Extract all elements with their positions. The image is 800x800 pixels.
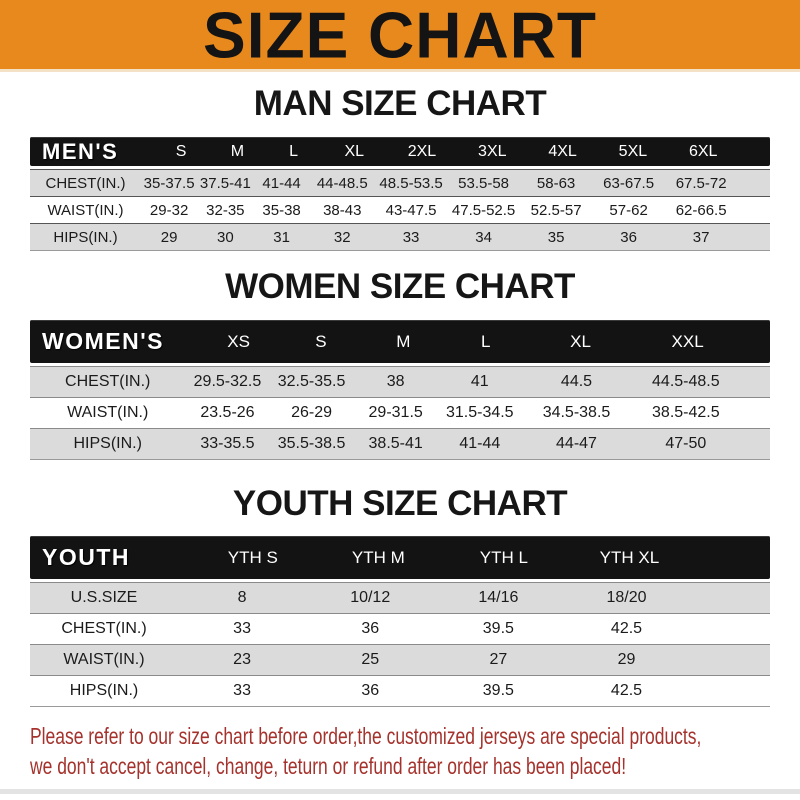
size-cell: 25 [361,651,380,668]
size-cell: 31 [273,228,290,246]
size-cell: 41-44 [459,435,501,452]
size-cell: 63-67.5 [603,174,655,192]
size-cell: 35.5-38.5 [277,435,346,452]
footer-line-2: we don't accept cancel, change, teturn or refund after order has been placed! [30,753,627,779]
row-label: HIPS(IN.) [53,228,118,246]
women-header-bar [30,320,770,363]
youth-table-label: YOUTH [42,544,130,570]
size-cell: 52.5-57 [530,201,582,219]
youth-waist-row [30,644,770,675]
size-cell: 38.5-41 [368,435,423,452]
women-table-label: WOMEN'S [42,328,165,354]
row-label: CHEST(IN.) [45,174,126,192]
men-column-header: 4XL [548,142,577,160]
size-cell: 29.5-32.5 [193,373,262,390]
size-cell: 29 [617,651,636,668]
men-table-label: MEN'S [42,138,119,164]
banner [0,0,800,72]
youth-ussize-row [30,582,770,613]
size-cell: 23 [233,651,251,668]
size-cell: 48.5-53.5 [379,174,443,192]
youth-column-header: YTH S [227,547,278,567]
size-cell: 32-35 [206,201,245,219]
women-waist-row [30,397,770,428]
row-label: CHEST(IN.) [65,373,151,390]
size-cell: 33 [402,228,420,246]
men-header-bar [30,137,770,166]
size-cell: 14/16 [478,589,519,606]
size-cell: 32.5-35.5 [277,373,346,390]
size-cell: 67.5-72 [675,174,727,192]
men-column-header: XL [344,142,365,160]
women-chart-heading: WOMEN SIZE CHART [225,267,575,306]
size-cell: 36 [361,682,380,699]
size-cell: 29-31.5 [368,404,423,421]
size-cell: 44-48.5 [316,174,368,192]
size-cell: 44.5 [560,373,593,390]
size-cell: 35-37.5 [143,174,195,192]
youth-column-header: YTH XL [599,547,660,567]
row-label: CHEST(IN.) [61,620,147,637]
size-cell: 42.5 [610,620,643,637]
row-label: WAIST(IN.) [63,651,145,668]
size-cell: 41-44 [262,174,301,192]
women-hips-row [30,428,770,459]
size-cell: 27 [489,651,508,668]
size-cell: 38 [386,373,405,390]
size-cell: 33 [233,682,251,699]
size-cell: 33-35.5 [200,435,255,452]
footer-note [30,721,800,781]
size-cell: 38-43 [323,201,362,219]
row-label: U.S.SIZE [70,589,138,606]
man-chart-heading: MAN SIZE CHART [253,84,547,123]
women-size-table [30,320,770,460]
size-cell: 39.5 [482,620,514,637]
women-column-header: S [315,331,327,351]
row-label: WAIST(IN.) [67,404,149,421]
men-hips-row [30,223,770,250]
men-column-header: 6XL [688,142,718,160]
youth-size-table [30,536,770,707]
youth-hips-row [30,675,770,706]
size-cell: 37 [692,228,710,246]
size-cell: 8 [237,589,247,606]
size-cell: 34 [475,228,492,246]
men-column-header: M [230,142,245,160]
women-column-header: M [396,331,411,351]
size-cell: 36 [620,228,637,246]
size-cell: 58-63 [536,174,576,192]
size-cell: 35 [547,228,565,246]
youth-chest-row [30,613,770,644]
women-column-header: L [481,331,491,351]
page-title: SIZE CHART [203,0,597,72]
size-cell: 35-38 [262,201,301,219]
men-size-table [30,137,770,251]
men-column-header: 3XL [478,142,507,160]
size-cell: 41 [470,373,489,390]
youth-column-header: YTH L [479,547,528,567]
men-column-header: L [289,142,299,160]
size-cell: 44-47 [556,435,597,452]
size-cell: 47.5-52.5 [451,201,516,219]
men-column-header: 5XL [618,142,648,160]
size-cell: 62-66.5 [675,201,727,219]
row-label: WAIST(IN.) [47,201,124,219]
youth-chart-heading: YOUTH SIZE CHART [232,484,568,523]
size-cell: 32 [333,228,351,246]
size-cell: 29-32 [149,201,189,219]
size-cell: 47-50 [665,435,707,452]
men-waist-row [30,196,770,223]
women-chest-row [30,366,770,397]
size-cell: 53.5-58 [458,174,510,192]
row-label: HIPS(IN.) [73,435,142,452]
size-cell: 43-47.5 [385,201,437,219]
row-label: HIPS(IN.) [69,682,139,699]
size-cell: 39.5 [482,682,514,699]
size-cell: 38.5-42.5 [652,404,720,421]
women-column-header: XXL [671,331,704,351]
size-cell: 29 [160,228,178,246]
size-cell: 10/12 [350,589,391,606]
footer-line-1: Please refer to our size chart before order,the customized jerseys are special products, [30,723,702,749]
men-chest-row [30,169,770,196]
size-cell: 23.5-26 [200,404,255,421]
size-cell: 30 [217,228,234,246]
men-column-header: S [175,142,187,160]
size-cell: 18/20 [606,589,647,606]
size-cell: 42.5 [610,682,643,699]
size-cell: 36 [361,620,380,637]
size-cell: 34.5-38.5 [542,404,611,421]
size-cell: 44.5-48.5 [652,373,720,390]
women-column-header: XS [227,331,250,351]
bottom-strip [0,789,800,794]
size-cell: 31.5-34.5 [445,404,514,421]
men-column-header: 2XL [407,142,437,160]
youth-column-header: YTH M [351,547,405,567]
size-cell: 26-29 [291,404,333,421]
size-cell: 33 [233,620,251,637]
size-cell: 37.5-41 [199,174,251,192]
youth-header-bar [30,536,770,579]
size-cell: 57-62 [609,201,648,219]
women-column-header: XL [570,331,591,351]
